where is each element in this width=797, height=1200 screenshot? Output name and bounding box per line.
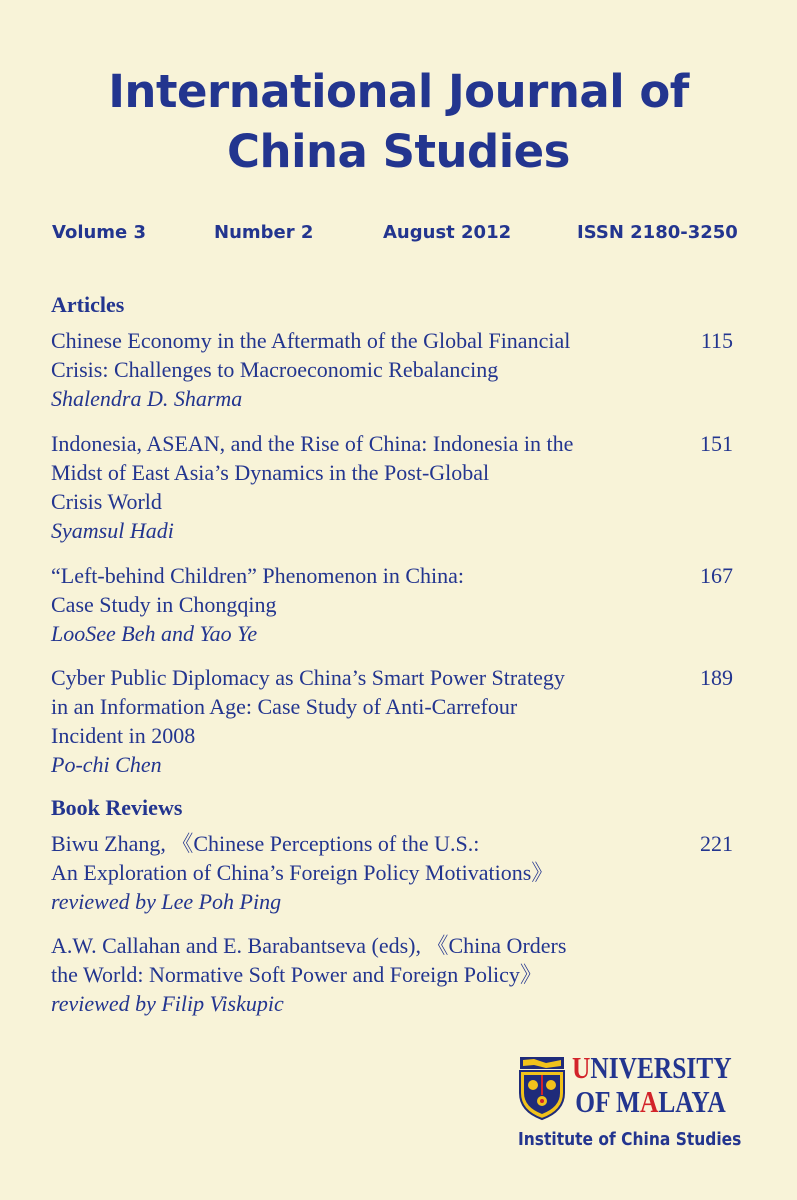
review-entry[interactable]	[51, 829, 733, 916]
article-entry[interactable]	[51, 429, 733, 545]
university-name	[572, 1051, 732, 1119]
article-page-number: 167	[700, 563, 733, 588]
date-label: August 2012	[383, 222, 512, 243]
article-title-line: Chinese Economy in the Aftermath of the Global Financial	[51, 328, 571, 353]
article-title-line: Crisis World	[51, 489, 162, 514]
book-reviews-heading: Book Reviews	[51, 795, 183, 820]
malaya-red-letter: A	[639, 1084, 659, 1119]
issn-label: ISSN 2180-3250	[577, 222, 738, 243]
review-title-line: the World: Normative Soft Power and Foreign Policy》	[51, 962, 542, 987]
review-entry[interactable]	[51, 931, 733, 1018]
malaya-rest: LAYA	[658, 1084, 726, 1119]
article-entry[interactable]	[51, 561, 733, 648]
of-m-text: OF M	[575, 1084, 640, 1119]
article-author: Shalendra D. Sharma	[51, 386, 243, 411]
article-author: LooSee Beh and Yao Ye	[51, 621, 258, 646]
reviewer: reviewed by Lee Poh Ping	[51, 889, 282, 914]
article-title-line: “Left-behind Children” Phenomenon in China:	[51, 563, 465, 588]
article-page-number: 115	[700, 328, 733, 353]
article-author: Po-chi Chen	[51, 752, 162, 777]
review-page-number: 221	[700, 831, 733, 856]
article-title-line: Midst of East Asia’s Dynamics in the Post-Global	[51, 460, 490, 485]
article-author: Syamsul Hadi	[51, 518, 174, 543]
article-title-line: Case Study in Chongqing	[51, 592, 277, 617]
number-label: Number 2	[214, 222, 314, 243]
issue-info	[52, 222, 742, 246]
university-logo	[516, 1050, 742, 1155]
university-initial: U	[572, 1050, 591, 1085]
reviewer: reviewed by Filip Viskupic	[51, 991, 284, 1016]
institute-name: Institute of China Studies	[518, 1129, 742, 1150]
university-word: NIVERSITY	[590, 1050, 732, 1085]
article-title-line: Incident in 2008	[51, 723, 196, 748]
articles-heading: Articles	[51, 292, 125, 317]
article-title-line: Indonesia, ASEAN, and the Rise of China: Indonesia in the	[51, 431, 574, 456]
article-entry[interactable]	[51, 326, 733, 413]
article-title-line: Cyber Public Diplomacy as China’s Smart Power Strategy	[51, 665, 565, 690]
article-title-line: in an Information Age: Case Study of Anti-Carrefour	[51, 694, 518, 719]
volume-label: Volume 3	[52, 222, 147, 243]
journal-title-line-1: International Journal of	[108, 65, 689, 118]
article-entry[interactable]	[51, 663, 733, 779]
article-page-number: 189	[700, 665, 733, 690]
review-title-line: An Exploration of China’s Foreign Policy Motivations》	[51, 860, 554, 885]
journal-title	[0, 62, 797, 182]
review-title-line: Biwu Zhang, 《Chinese Perceptions of the U.S.:	[51, 831, 480, 856]
review-title-line: A.W. Callahan and E. Barabantseva (eds), 《China Orders	[51, 933, 567, 958]
university-crest-icon	[516, 1055, 568, 1121]
journal-title-line-2: China Studies	[227, 125, 570, 178]
article-title-line: Crisis: Challenges to Macroeconomic Rebalancing	[51, 357, 499, 382]
article-page-number: 151	[700, 431, 733, 456]
